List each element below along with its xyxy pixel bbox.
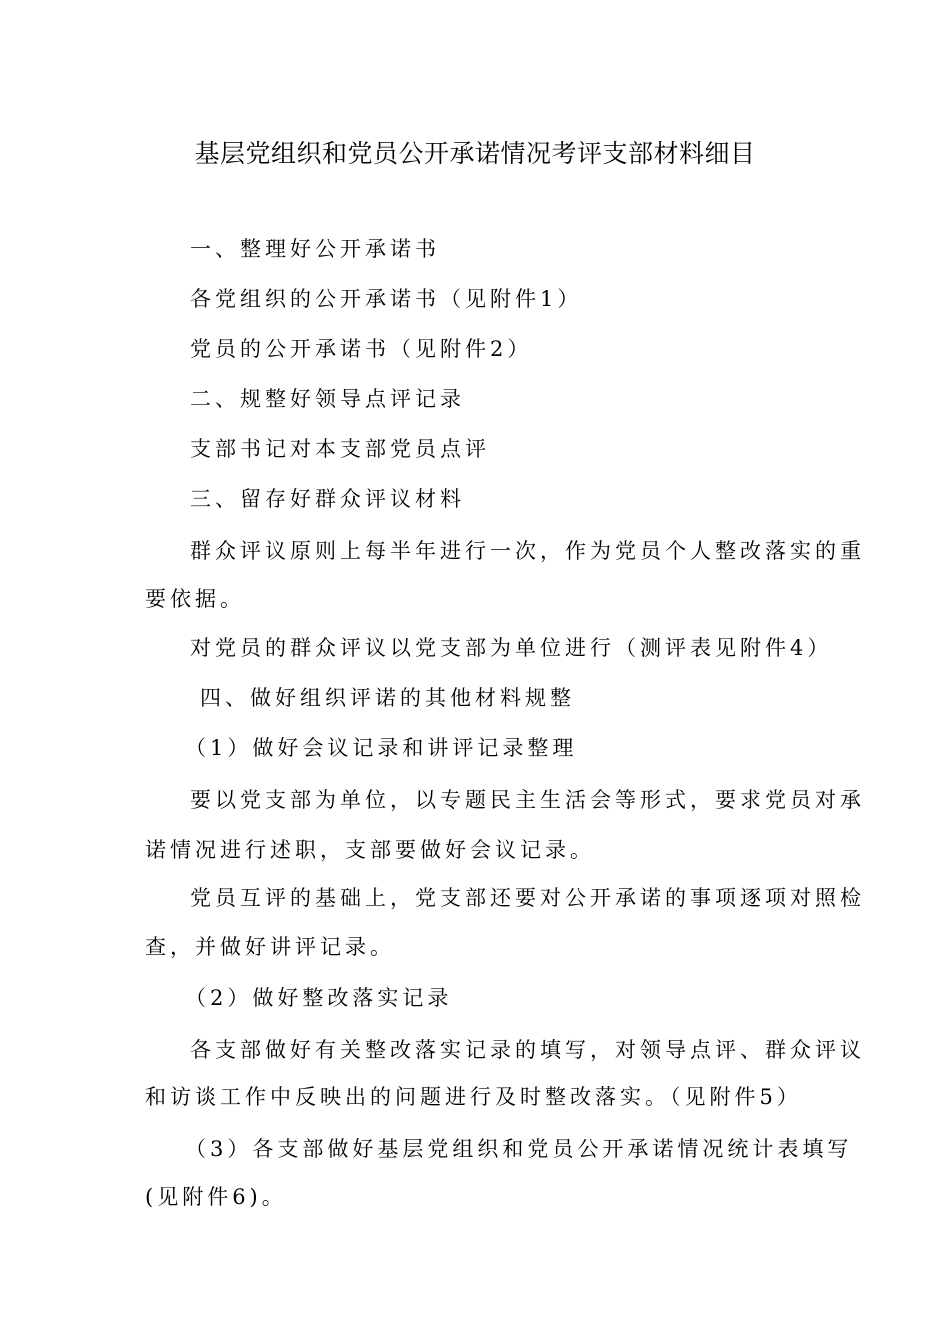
section-heading-2: 二、规整好领导点评记录 — [190, 387, 465, 411]
paragraph-line: (见附件6)。 — [145, 1185, 287, 1209]
paragraph-line: 诺情况进行述职，支部要做好会议记录。 — [145, 838, 595, 862]
subsection-heading-3: （3）各支部做好基层党组织和党员公开承诺情况统计表填写 — [185, 1137, 853, 1161]
paragraph-line: 党员的公开承诺书（见附件2） — [190, 337, 533, 361]
paragraph-line: 查，并做好讲评记录。 — [145, 935, 395, 959]
subsection-heading-1: （1）做好会议记录和讲评记录整理 — [185, 736, 578, 760]
section-heading-1: 一、整理好公开承诺书 — [190, 237, 440, 261]
subsection-heading-2: （2）做好整改落实记录 — [185, 986, 453, 1010]
section-heading-4: 四、做好组织评诺的其他材料规整 — [200, 686, 575, 710]
document-title: 基层党组织和党员公开承诺情况考评支部材料细目 — [194, 139, 756, 168]
paragraph-line: 党员互评的基础上，党支部还要对公开承诺的事项逐项对照检 — [190, 886, 865, 910]
paragraph-line: 各支部做好有关整改落实记录的填写，对领导点评、群众评议 — [190, 1038, 865, 1062]
paragraph-line: 支部书记对本支部党员点评 — [190, 437, 490, 461]
paragraph-line: 群众评议原则上每半年进行一次，作为党员个人整改落实的重 — [190, 539, 865, 563]
paragraph-line: 对党员的群众评议以党支部为单位进行（测评表见附件4） — [190, 636, 833, 660]
paragraph-line: 各党组织的公开承诺书（见附件1） — [190, 287, 583, 311]
paragraph-line: 和访谈工作中反映出的问题进行及时整改落实。（见附件5） — [145, 1085, 802, 1109]
section-heading-3: 三、留存好群众评议材料 — [190, 487, 465, 511]
paragraph-line: 要以党支部为单位，以专题民主生活会等形式，要求党员对承 — [190, 788, 865, 812]
paragraph-line: 要依据。 — [145, 587, 245, 611]
